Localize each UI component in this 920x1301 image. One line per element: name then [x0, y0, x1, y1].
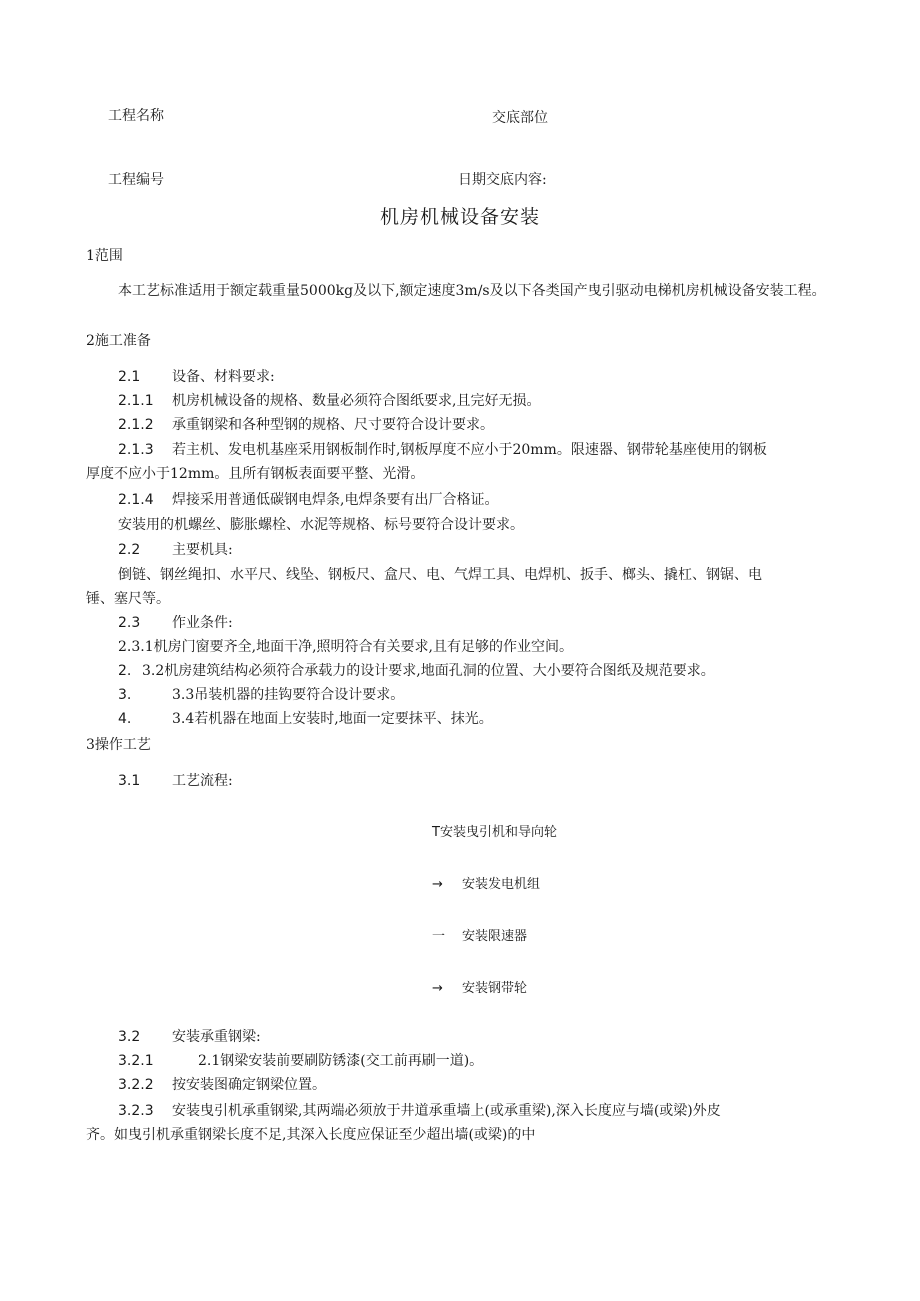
- flow-arrow: 一: [432, 929, 446, 944]
- item-2-2-number: 2.2: [118, 542, 141, 558]
- item-3-2-text: 3.2机房建筑结构必须符合承载力的设计要求,地面孔洞的位置、大小要符合图纸及规范要求。: [142, 663, 715, 679]
- item-2-1-3-number: 2.1.3: [118, 442, 154, 458]
- flow-step: [432, 979, 527, 999]
- item-3-2-1-number: 3.2.1: [118, 1053, 154, 1069]
- item-2-1-2-number: 2.1.2: [118, 417, 154, 433]
- item-2-2-text: 主要机具:: [172, 542, 233, 558]
- item-2-1-1-text: 机房机械设备的规格、数量必须符合图纸要求,且完好无损。: [172, 393, 541, 409]
- project-no-label: 工程编号: [108, 172, 164, 188]
- item-3-4-prefix: 4.: [118, 711, 132, 727]
- tools-list-line-1: 倒链、钢丝绳扣、水平尺、线坠、钢板尺、盒尺、电、气焊工具、电焊机、扳手、榔头、撬杠、钢锯、电: [118, 567, 762, 583]
- item-3-2-number: 3.2: [118, 1029, 141, 1045]
- handover-part-label: 交底部位: [492, 110, 548, 126]
- item-2-1-3-text: 若主机、发电机基座采用钢板制作时,钢板厚度不应小于20mm。限速器、钢带轮基座使用的钢板: [172, 442, 767, 458]
- item-3-2-3-continuation: 齐。如曳引机承重钢梁长度不足,其深入长度应保证至少超出墙(或梁)的中: [86, 1127, 536, 1143]
- item-3-2-prefix: 2.: [118, 663, 132, 679]
- item-2-1-3-continuation: 厚度不应小于12mm。且所有钢板表面要平整、光滑。: [86, 466, 425, 482]
- item-2-1-2-text: 承重钢梁和各种型钢的规格、尺寸要符合设计要求。: [172, 417, 494, 433]
- section-1-heading: 1范围: [86, 248, 123, 264]
- item-2-3-1-text: 2.3.1机房门窗要齐全,地面干净,照明符合有关要求,且有足够的作业空间。: [118, 639, 573, 655]
- flow-arrow: T: [432, 825, 440, 840]
- flow-arrow: →: [432, 981, 443, 996]
- item-2-1-text: 设备、材料要求:: [172, 369, 275, 385]
- date-content-label: 日期交底内容:: [458, 172, 547, 188]
- item-2-3-text: 作业条件:: [172, 615, 233, 631]
- item-2-1-4-text: 焊接采用普通低碳钢电焊条,电焊条要有出厂合格证。: [172, 492, 499, 508]
- project-name-label: 工程名称: [108, 108, 164, 124]
- tools-list-line-2: 锤、塞尺等。: [86, 591, 170, 607]
- section-1-body: 本工艺标准适用于额定载重量5000kg及以下,额定速度3m∕s及以下各类国产曳引驱动电梯机房机械设备安装工程。: [118, 283, 826, 299]
- item-3-2-heading-text: 安装承重钢梁:: [172, 1029, 261, 1045]
- flow-step-label: 安装曳引机和导向轮: [439, 825, 557, 840]
- item-3-2-3-number: 3.2.3: [118, 1103, 154, 1119]
- item-3-1-number: 3.1: [118, 773, 141, 789]
- item-2-1-1-number: 2.1.1: [118, 393, 154, 409]
- item-2-3-number: 2.3: [118, 615, 141, 631]
- flow-step-label: 安装限速器: [462, 929, 528, 944]
- item-3-2-1-text: 2.1钢梁安装前要刷防锈漆(交工前再刷一道)。: [198, 1053, 484, 1069]
- item-2-1-number: 2.1: [118, 369, 141, 385]
- bolts-requirement-text: 安装用的机螺丝、膨胀螺栓、水泥等规格、标号要符合设计要求。: [118, 517, 524, 533]
- document-title: 机房机械设备安装: [379, 206, 540, 228]
- flow-step: [432, 927, 527, 947]
- section-2-heading: 2施工准备: [86, 333, 151, 349]
- item-3-3-prefix: 3.: [118, 687, 132, 703]
- flow-step: [432, 823, 557, 843]
- section-3-heading: 3操作工艺: [86, 737, 151, 753]
- item-3-4-text: 3.4若机器在地面上安装时,地面一定要抹平、抹光。: [172, 711, 493, 727]
- flow-step: [432, 875, 540, 895]
- item-3-2-2-text: 按安装图确定钢梁位置。: [172, 1077, 326, 1093]
- item-3-3-text: 3.3吊装机器的挂钩要符合设计要求。: [172, 687, 405, 703]
- item-3-1-text: 工艺流程:: [172, 773, 233, 789]
- item-3-2-2-number: 3.2.2: [118, 1077, 154, 1093]
- flow-step-label: 安装发电机组: [462, 877, 541, 892]
- item-2-1-4-number: 2.1.4: [118, 492, 154, 508]
- item-3-2-3-text: 安装曳引机承重钢梁,其两端必须放于井道承重墙上(或承重梁),深入长度应与墙(或梁)外皮: [172, 1103, 721, 1119]
- flow-step-label: 安装钢带轮: [462, 981, 528, 996]
- flow-arrow: →: [432, 877, 443, 892]
